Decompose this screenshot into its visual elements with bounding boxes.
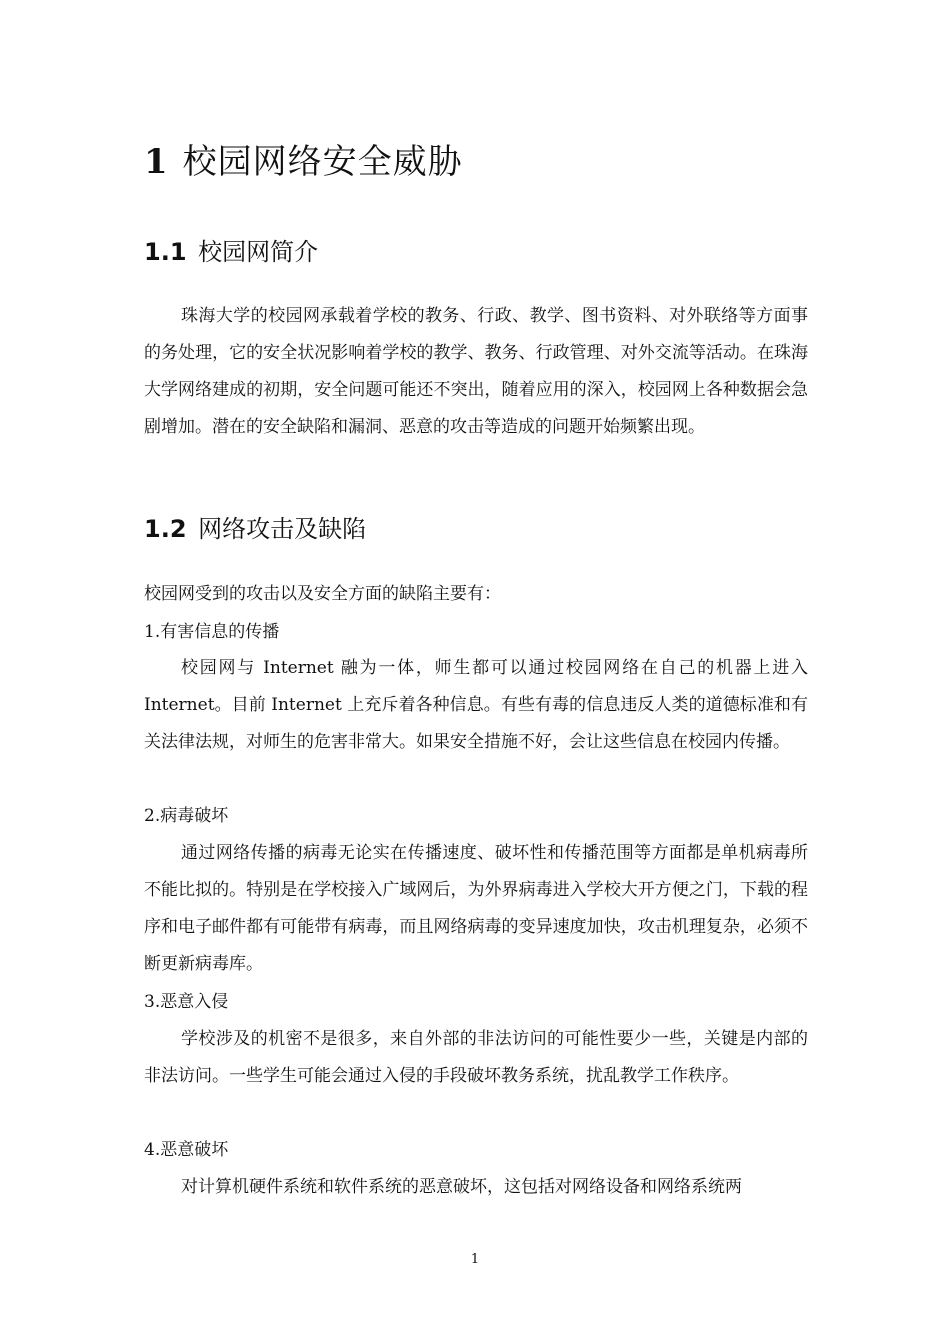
section-number: 1.2 bbox=[144, 515, 187, 543]
section-title-1-2 bbox=[144, 509, 366, 544]
item-heading-virus: 2.病毒破坏 bbox=[144, 806, 229, 826]
chapter-title-text: 校园网络安全威胁 bbox=[182, 142, 463, 182]
paragraph-attacks-intro: 校园网受到的攻击以及安全方面的缺陷主要有： bbox=[144, 584, 501, 604]
section-title-text: 网络攻击及缺陷 bbox=[198, 515, 367, 543]
section-number: 1.1 bbox=[144, 238, 187, 266]
paragraph-virus: 通过网络传播的病毒无论实在传播速度、破坏性和传播范围等方面都是单机病毒所不能比拟的。特别是在学校接入广域网后，为外界病毒进入学校大开方便之门，下载的程序和电子邮件都有可能带有病毒，而且网络病毒的变异速度加快，攻击机理复杂，必须不断更新病毒库。 bbox=[144, 843, 808, 974]
page-number: 1 bbox=[470, 1252, 480, 1267]
paragraph-harmful-info: 校园网与 Internet 融为一体，师生都可以通过校园网络在自己的机器上进入 Internet。目前 Internet 上充斥着各种信息。有些有毒的信息违反人类的道德标准和有关法律法规，对师生的危害非常大。如果安全措施不好，会让这些信息在校园内传播。 bbox=[144, 658, 808, 752]
paragraph-intrusion: 学校涉及的机密不是很多，来自外部的非法访问的可能性要少一些，关键是内部的非法访问。一些学生可能会通过入侵的手段破坏教务系统，扰乱教学工作秩序。 bbox=[144, 1029, 808, 1086]
section-title-text: 校园网简介 bbox=[198, 238, 319, 266]
chapter-number: 1 bbox=[144, 142, 169, 182]
section-title-1-1 bbox=[144, 232, 318, 267]
paragraph-malicious-damage: 对计算机硬件系统和软件系统的恶意破坏，这包括对网络设备和网络系统两 bbox=[181, 1177, 742, 1197]
chapter-title bbox=[144, 134, 463, 183]
item-heading-malicious-damage: 4.恶意破坏 bbox=[144, 1140, 229, 1160]
item-heading-harmful-info: 1.有害信息的传播 bbox=[144, 622, 280, 642]
item-heading-intrusion: 3.恶意入侵 bbox=[144, 992, 229, 1012]
paragraph-campus-network-intro: 珠海大学的校园网承载着学校的教务、行政、教学、图书资料、对外联络等方面事的务处理，它的安全状况影响着学校的教学、教务、行政管理、对外交流等活动。在珠海大学网络建成的初期，安全问题可能还不突出，随着应用的深入，校园网上各种数据会急剧增加。潜在的安全缺陷和漏洞、恶意的攻击等造成的问题开始频繁出现。 bbox=[144, 306, 808, 437]
